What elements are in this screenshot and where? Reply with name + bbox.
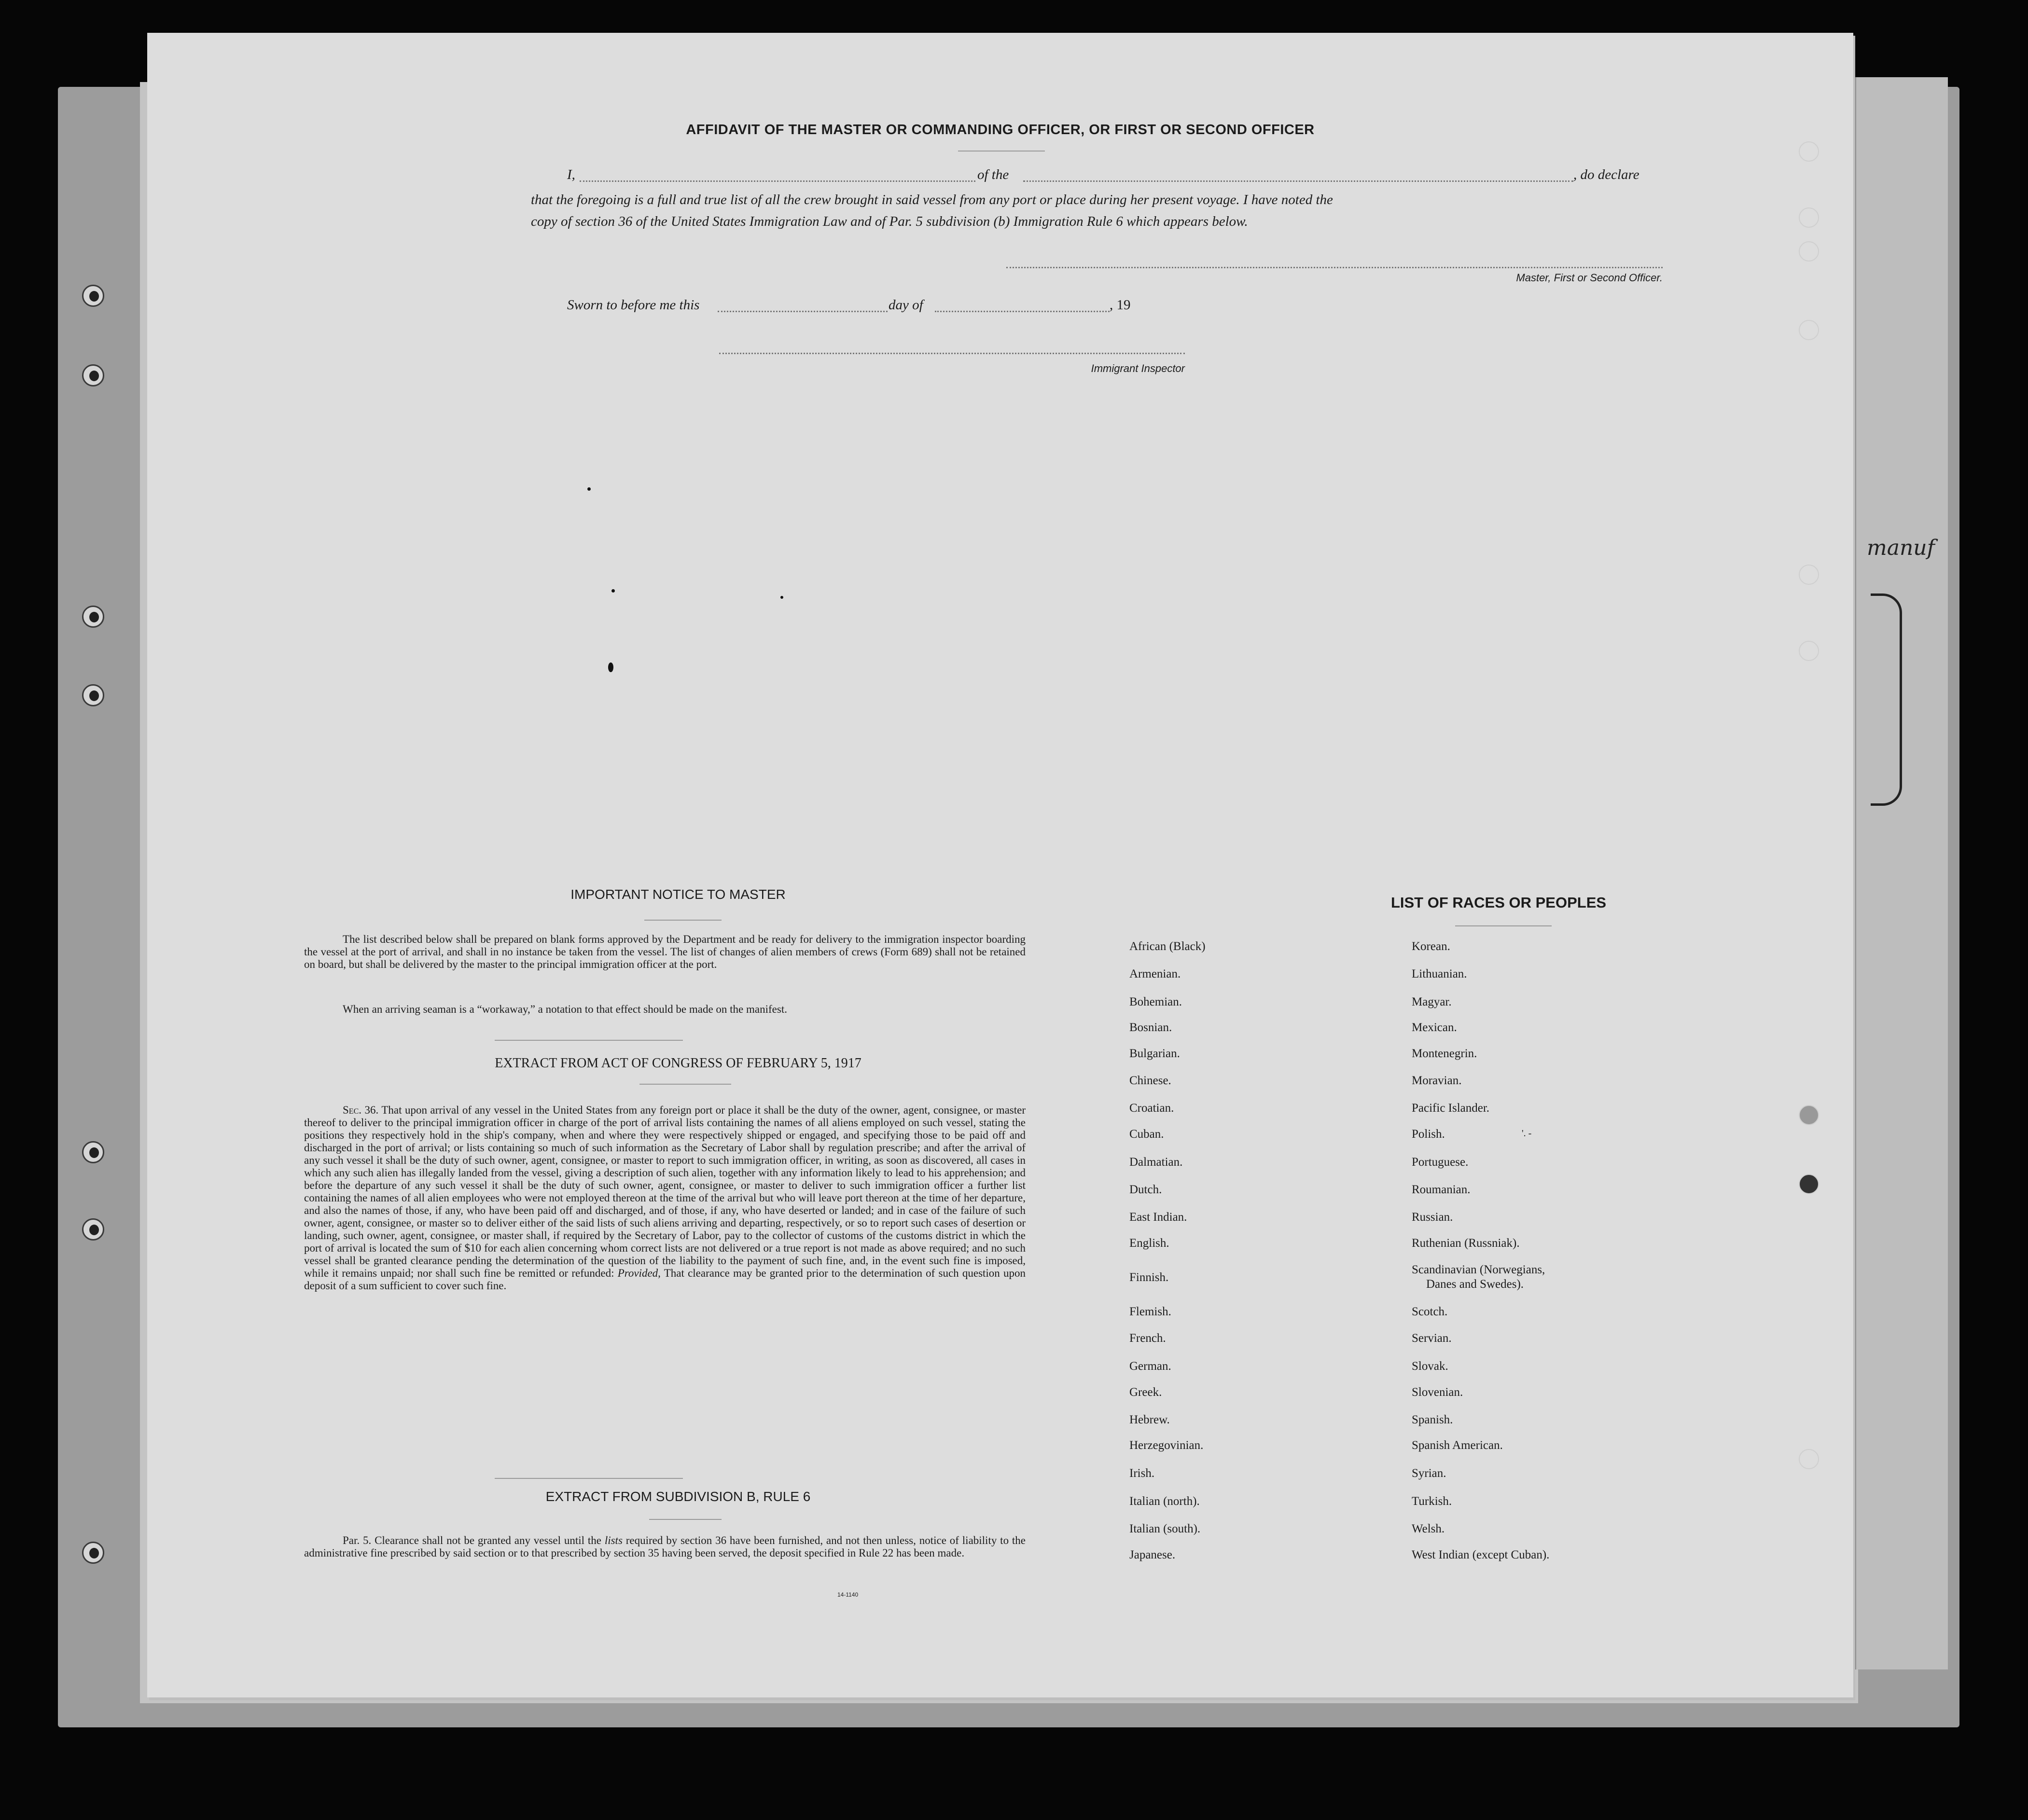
manifest-page bbox=[147, 33, 1853, 1697]
par-5-text bbox=[304, 1534, 1026, 1559]
inspector-signature-line[interactable] bbox=[719, 353, 1185, 354]
sworn-day-field[interactable] bbox=[718, 311, 888, 312]
race-item: Slovak. bbox=[1412, 1360, 1448, 1373]
punch-hole bbox=[82, 1218, 104, 1241]
notice-para-1: The list described below shall be prepared on blank forms approved by the Department and be ready for delivery to the immigration inspector boarding the vessel at the port of arrival, and shall in no instance be taken from the vessel. The list of changes of alien members of crews (Form 689) shall not be retained on board, but shall be delivered by the master to the principal immigration officer at the port. bbox=[304, 933, 1026, 970]
section-end: That clearance may be granted prior to the determination of such question upon deposit of a sum sufficient to cover such fine. bbox=[304, 1267, 1026, 1292]
races-title: LIST OF RACES OR PEOPLES bbox=[1390, 894, 1607, 911]
punch-hole bbox=[82, 606, 104, 628]
race-item: Spanish American. bbox=[1412, 1439, 1503, 1452]
race-item: Dalmatian. bbox=[1129, 1156, 1183, 1169]
handwritten-bracket bbox=[1871, 593, 1902, 806]
punch-hole bbox=[82, 364, 104, 386]
title-underline bbox=[958, 151, 1045, 152]
race-item: Bohemian. bbox=[1129, 995, 1182, 1008]
race-item: Danes and Swedes). bbox=[1426, 1278, 1524, 1291]
page-hole bbox=[1799, 641, 1819, 661]
notice-para-2: When an arriving seaman is a “workaway,” a notation to that effect should be made on the manifest. bbox=[343, 1003, 787, 1015]
page-stack-edge bbox=[1853, 77, 1948, 1669]
race-item: Hebrew. bbox=[1129, 1413, 1170, 1426]
race-item: Japanese. bbox=[1129, 1548, 1176, 1561]
race-item: Lithuanian. bbox=[1412, 967, 1467, 980]
race-item: Scandinavian (Norwegians, bbox=[1412, 1263, 1545, 1276]
affidavit-line-1 bbox=[567, 167, 1663, 184]
extract-rule-title: EXTRACT FROM SUBDIVISION B, RULE 6 bbox=[545, 1489, 811, 1504]
race-item: Korean. bbox=[1412, 940, 1450, 953]
page-hole bbox=[1799, 1174, 1819, 1194]
form-number: 14-1140 bbox=[837, 1591, 859, 1598]
sworn-month-field[interactable] bbox=[935, 311, 1110, 312]
race-item: Chinese. bbox=[1129, 1074, 1171, 1087]
ink-mark: '. - bbox=[1522, 1128, 1532, 1139]
race-item: Montenegrin. bbox=[1412, 1047, 1477, 1060]
race-item: East Indian. bbox=[1129, 1211, 1187, 1224]
race-item: West Indian (except Cuban). bbox=[1412, 1548, 1550, 1561]
race-item: Bosnian. bbox=[1129, 1021, 1172, 1034]
par5-b: required by section 36 have been furnished, and not then unless, notice of liability to the administrative fine prescribed by said section or to that prescribed by section 35 having been served, the deposit specified in Rule 22 has been made. bbox=[304, 1534, 1026, 1559]
page-hole bbox=[1799, 207, 1819, 228]
race-item: Magyar. bbox=[1412, 995, 1452, 1008]
punch-hole bbox=[82, 1542, 104, 1564]
ink-speck bbox=[608, 662, 613, 672]
divider bbox=[495, 1478, 683, 1479]
race-item: Cuban. bbox=[1129, 1128, 1164, 1141]
section-body: That upon arrival of any vessel in the United States from any foreign port or place it shall be the duty of the owner, agent, consignee, or master thereof to deliver to the principal immigration officer in charge of the port of arrival lists containing the names of all aliens employed on such vessel, stating the positions they respectively hold in the ship's company, when and where they were respectively shipped or engaged, and specifying those to be paid off and discharged in the port of arrival; or lists containing so much of such information as the Secretary of Labor shall by regulation prescribe; and after the arrival of any such vessel it shall be the duty of such owner, agent, consignee, or master to report to such immigration officer, in writing, as soon as discovered, all cases in which any such alien has illegally landed from the vessel, giving a description of such alien, together with any information likely to lead to his apprehension; and before the departure of any such vessel it shall be the duty of such owner, agent, consignee, or master to deliver to such immigration officer a further list containing the names of all alien employees who were not employed thereon at the time of the arrival but who will leave port thereon at the time of her departure, and also the names of those, if any, who have been paid off and discharged, and of those, if any, who have deserted or landed; and in case of the failure of such owner, agent, consignee, or master so to deliver either of the said lists of such aliens arriving and departing, respectively, or so to report such cases of desertion or landing, such owner, agent, consignee, or master shall, if required by the Secretary of Labor, pay to the collector of customs of the customs district in which the port of arrival is located the sum of $10 for each alien concerning whom correct lists are not delivered or a true report is not made as above required; and no such vessel shall be granted clearance pending the determination of the question of the liability to the payment of such fine, and, in the event such fine is imposed, while it remains unpaid; nor shall such fine be remitted or refunded: bbox=[304, 1104, 1026, 1279]
provided-word: Provided, bbox=[617, 1267, 661, 1279]
race-item: Syrian. bbox=[1412, 1467, 1446, 1480]
affidavit-line-3: copy of section 36 of the United States Immigration Law and of Par. 5 subdivision (b) Immigration Rule 6 which appears below. bbox=[531, 214, 1248, 229]
day-of-label: day of bbox=[889, 297, 923, 313]
punch-hole bbox=[82, 285, 104, 307]
race-item: Mexican. bbox=[1412, 1021, 1457, 1034]
punch-hole bbox=[82, 1141, 104, 1163]
notice-underline bbox=[644, 920, 722, 921]
race-item: Italian (north). bbox=[1129, 1495, 1200, 1508]
race-item: Italian (south). bbox=[1129, 1522, 1201, 1535]
page-hole bbox=[1799, 565, 1819, 585]
page-hole bbox=[1799, 241, 1819, 262]
page-hole bbox=[1799, 1105, 1819, 1125]
sworn-label: Sworn to before me this bbox=[567, 297, 700, 313]
race-item: Greek. bbox=[1129, 1386, 1162, 1399]
notice-title: IMPORTANT NOTICE TO MASTER bbox=[570, 887, 786, 902]
race-item: Welsh. bbox=[1412, 1522, 1445, 1535]
page-hole bbox=[1799, 320, 1819, 340]
race-item: Herzegovinian. bbox=[1129, 1439, 1204, 1452]
officer-label: Master, First or Second Officer. bbox=[1516, 272, 1663, 284]
section-36-text bbox=[304, 1104, 1026, 1292]
ink-speck bbox=[587, 487, 591, 491]
race-item: Moravian. bbox=[1412, 1074, 1462, 1087]
race-item: Finnish. bbox=[1129, 1271, 1169, 1284]
inspector-label: Immigrant Inspector bbox=[1091, 362, 1185, 374]
sworn-line bbox=[567, 297, 1146, 315]
race-item: English. bbox=[1129, 1237, 1169, 1250]
do-declare-label: , do declare bbox=[1573, 167, 1639, 182]
race-item: Roumanian. bbox=[1412, 1183, 1471, 1196]
race-item: Armenian. bbox=[1129, 967, 1181, 980]
i-label: I, bbox=[567, 167, 575, 182]
year-label: , 19 bbox=[1110, 297, 1131, 313]
lists-word: lists bbox=[604, 1534, 623, 1546]
race-item: Croatian. bbox=[1129, 1102, 1174, 1115]
margin-handwriting: manuf bbox=[1867, 536, 1935, 560]
par5-a: Par. 5. Clearance shall not be granted any vessel until the bbox=[343, 1534, 601, 1546]
race-item: African (Black) bbox=[1129, 940, 1206, 953]
affidavit-title: AFFIDAVIT OF THE MASTER OR COMMANDING OFFICER, OR FIRST OR SECOND OFFICER bbox=[686, 122, 1315, 138]
race-item: Bulgarian. bbox=[1129, 1047, 1180, 1060]
race-item: Ruthenian (Russniak). bbox=[1412, 1237, 1520, 1250]
extract-act-title: EXTRACT FROM ACT OF CONGRESS OF FEBRUARY 5, 1917 bbox=[495, 1056, 861, 1071]
divider bbox=[495, 1040, 683, 1041]
race-item: Turkish. bbox=[1412, 1495, 1452, 1508]
race-item: Scotch. bbox=[1412, 1305, 1448, 1318]
race-item: Irish. bbox=[1129, 1467, 1155, 1480]
officer-signature-line[interactable] bbox=[1006, 267, 1663, 268]
section-label: Sec. 36. bbox=[343, 1104, 379, 1116]
races-underline bbox=[1455, 925, 1552, 926]
race-item: Flemish. bbox=[1129, 1305, 1171, 1318]
ink-speck bbox=[611, 589, 615, 593]
race-item: Slovenian. bbox=[1412, 1386, 1463, 1399]
name-field[interactable] bbox=[580, 180, 975, 182]
extract-rule-underline bbox=[649, 1519, 722, 1520]
vessel-field[interactable] bbox=[1023, 180, 1573, 182]
race-item: Pacific Islander. bbox=[1412, 1102, 1490, 1115]
punch-hole bbox=[82, 684, 104, 706]
page-hole bbox=[1799, 1449, 1819, 1469]
race-item: Dutch. bbox=[1129, 1183, 1162, 1196]
of-the-label: of the bbox=[977, 167, 1009, 182]
race-item: Servian. bbox=[1412, 1332, 1452, 1345]
race-item: Spanish. bbox=[1412, 1413, 1453, 1426]
ink-speck bbox=[780, 596, 783, 599]
affidavit-line-2: that the foregoing is a full and true list of all the crew brought in said vessel from any port or place during her present voyage. I have noted the bbox=[531, 192, 1333, 207]
race-item: Russian. bbox=[1412, 1211, 1453, 1224]
race-item: French. bbox=[1129, 1332, 1166, 1345]
page-hole bbox=[1799, 141, 1819, 162]
race-item: German. bbox=[1129, 1360, 1171, 1373]
race-item: Portuguese. bbox=[1412, 1156, 1469, 1169]
race-item: Polish. bbox=[1412, 1128, 1445, 1141]
extract-act-underline bbox=[639, 1084, 731, 1085]
